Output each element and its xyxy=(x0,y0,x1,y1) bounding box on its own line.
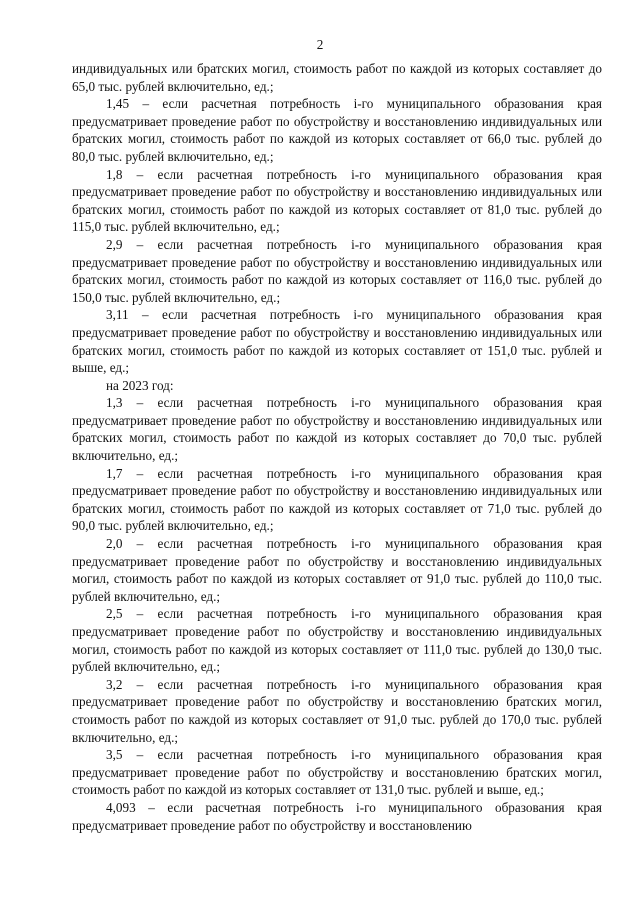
paragraph: 1,8 – если расчетная потребность i-го муниципального образования края предусматривает проведение работ по обустройству и восстановлению индивидуальных или братских могил, стоимость работ по каждой из которых составляет от 81,0 тыс. рублей до 115,0 тыс. рублей включительно, ед.; xyxy=(72,166,602,235)
paragraph: 2,5 – если расчетная потребность i-го муниципального образования края предусматривает проведение работ по обустройству и восстановлению индивидуальных могил, стоимость работ по каждой из которых составляет от 111,0 тыс. рублей до 130,0 тыс. рублей включительно, ед.; xyxy=(72,606,602,675)
paragraph: 3,5 – если расчетная потребность i-го муниципального образования края предусматривает проведение работ по обустройству и восстановлению братских могил, стоимость работ по каждой из которых составляет от 131,0 тыс. рублей и выше, ед.; xyxy=(72,747,602,798)
paragraph: 3,2 – если расчетная потребность i-го муниципального образования края предусматривает проведение работ по обустройству и восстановлению братских могил, стоимость работ по каждой из которых составляет от 91,0 тыс. рублей до 170,0 тыс. рублей включительно, ед.; xyxy=(72,676,602,745)
paragraph: 1,7 – если расчетная потребность i-го муниципального образования края предусматривает проведение работ по обустройству и восстановлению индивидуальных или братских могил, стоимость работ по каждой из которых составляет от 71,0 тыс. рублей до 90,0 тыс. рублей включительно, ед.; xyxy=(72,465,602,534)
paragraph: индивидуальных или братских могил, стоимость работ по каждой из которых составляет до 65,0 тыс. рублей включительно, ед.; xyxy=(72,61,602,94)
paragraph: 4,093 – если расчетная потребность i-го муниципального образования края предусматривает проведение работ по обустройству и восстановлению xyxy=(72,799,602,833)
paragraph: 1,45 – если расчетная потребность i-го муниципального образования края предусматривает проведение работ по обустройству и восстановлению индивидуальных или братских могил, стоимость работ по каждой из которых составляет от 66,0 тыс. рублей до 80,0 тыс. рублей включительно, ед.; xyxy=(72,96,602,164)
page-number: 2 xyxy=(316,37,324,52)
paragraph: 3,11 – если расчетная потребность i-го муниципального образования края предусматривает проведение работ по обустройству и восстановлению индивидуальных или братских могил, стоимость работ по каждой из которых составляет от 151,0 тыс. рублей и выше, ед.; xyxy=(72,307,602,376)
paragraph: 2,9 – если расчетная потребность i-го муниципального образования края предусматривает проведение работ по обустройству и восстановлению индивидуальных или братских могил, стоимость работ по каждой из которых составляет от 116,0 тыс. рублей до 150,0 тыс. рублей включительно, ед.; xyxy=(72,236,602,305)
paragraph: 1,3 – если расчетная потребность i-го муниципального образования края предусматривает проведение работ по обустройству и восстановлению индивидуальных или братских могил, стоимость работ по каждой из которых составляет до 70,0 тыс. рублей включительно, ед.; xyxy=(72,395,602,464)
document-body xyxy=(72,60,602,834)
section-heading: на 2023 год: xyxy=(106,377,174,393)
paragraph: 2,0 – если расчетная потребность i-го муниципального образования края предусматривает проведение работ по обустройству и восстановлению индивидуальных могил, стоимость работ по каждой из которых составляет от 91,0 тыс. рублей до 110,0 тыс. рублей включительно, ед.; xyxy=(72,536,602,604)
